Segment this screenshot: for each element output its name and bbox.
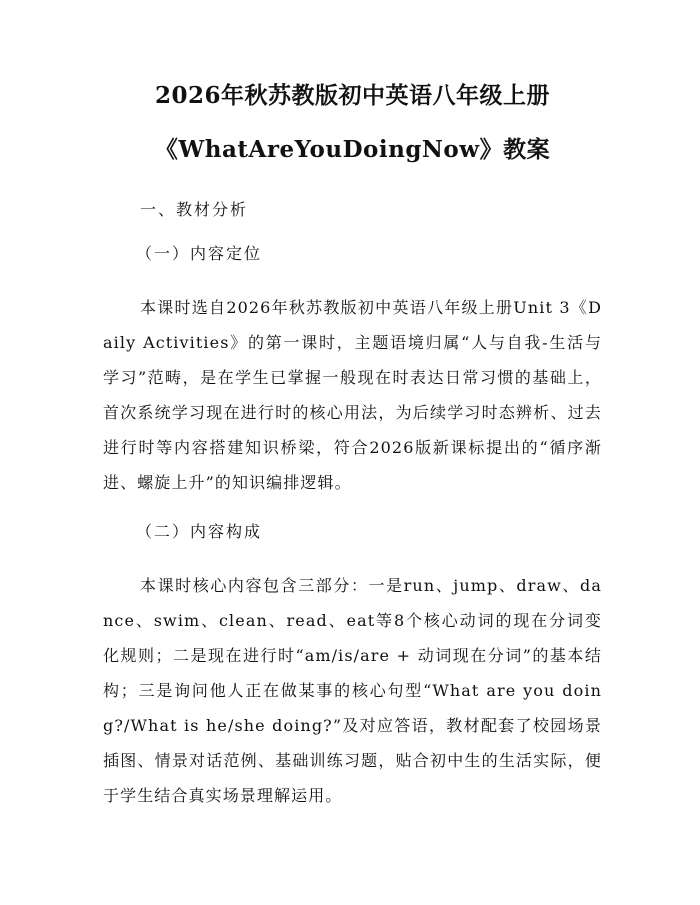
document-title-line-2: 《WhatAreYouDoingNow》教案 (154, 136, 551, 163)
section-heading-textbook-analysis: 一、教材分析 (140, 200, 249, 219)
paragraph-content-composition: 本课时核心内容包含三部分：一是run、jump、draw、dance、swim、clean、read、eat等8个核心动词的现在分词变化规则；二是现在进行时“am/is/are + 动词现在分词”的基本结构；三是询问他人正在做某事的核心句型“What are you doing?/What is he/she doing?”及对应答语，教材配套了校园场景插图、情景对话范例、基础训练习题，贴合初中生的生活实际，便于学生结合真实场景理解运用。 (103, 576, 602, 805)
document-title-line-1: 2026年秋苏教版初中英语八年级上册 (154, 82, 550, 109)
paragraph-content-positioning: 本课时选自2026年秋苏教版初中英语八年级上册Unit 3《Daily Activities》的第一课时，主题语境归属“人与自我-生活与学习”范畴，是在学生已掌握一般现在时表达日常习惯的基础上，首次系统学习现在进行时的核心用法，为后续学习时态辨析、过去进行时等内容搭建知识桥梁，符合2026版新课标提出的“循序渐进、螺旋上升”的知识编排逻辑。 (103, 298, 602, 492)
subsection-heading-content-composition: （二）内容构成 (136, 522, 263, 541)
subsection-heading-content-positioning: （一）内容定位 (136, 244, 263, 263)
